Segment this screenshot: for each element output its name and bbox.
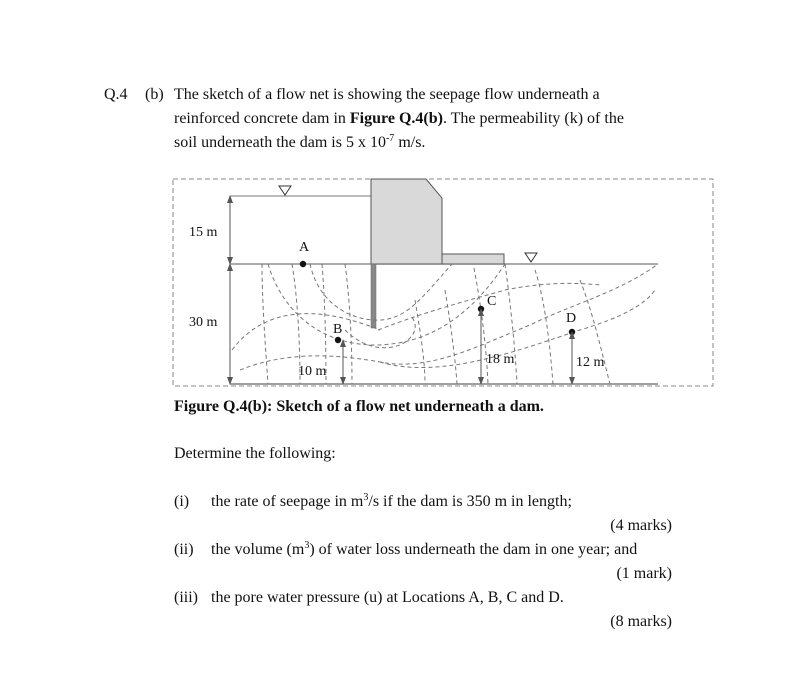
task-3-text: the pore water pressure (u) at Locations A, B, C and D. — [211, 589, 564, 606]
task-1-number: (i) — [174, 493, 190, 510]
point-a-marker — [300, 261, 306, 267]
upstream-water-symbol — [279, 186, 291, 195]
task-2-text: the volume $(m^3)$ of water loss underneath the dam in one year; and — [211, 540, 638, 558]
task-1-marks: (4 marks) — [610, 517, 672, 534]
label-30m: 30 m — [189, 315, 218, 330]
point-c-marker — [478, 306, 484, 312]
tasks-intro: Determine the following: — [174, 445, 336, 462]
figure-caption: Figure Q.4(b): Sketch of a flow net underneath a dam. — [174, 398, 544, 415]
downstream-water-symbol — [525, 253, 537, 262]
question-line-2: reinforced concrete dam in Figure Q.4(b). The permeability (k) of the — [174, 110, 624, 127]
label-12m: 12 m — [576, 355, 605, 370]
label-15m: 15 m — [189, 225, 218, 240]
point-d-marker — [569, 329, 575, 335]
task-2-marks: (1 mark) — [616, 565, 672, 582]
point-b-marker — [335, 337, 341, 343]
label-point-c: C — [487, 294, 497, 309]
dam-body — [371, 179, 442, 264]
figure-frame — [173, 179, 713, 386]
question-line-3: soil underneath the dam is 5 x $10^{-7}$ m/s. — [174, 133, 426, 151]
label-10m: 10 m — [298, 364, 327, 379]
label-point-b: B — [333, 322, 343, 337]
label-point-a: A — [299, 240, 310, 255]
task-3-marks: (8 marks) — [610, 613, 672, 630]
dam-apron — [442, 254, 504, 264]
figure-reference: Figure Q.4(b) — [349, 110, 443, 127]
question-line-1: The sketch of a flow net is showing the seepage flow underneath a — [174, 86, 600, 103]
label-point-d: D — [566, 311, 577, 326]
task-1-text: the rate of seepage in $m^3/s$ if the dam is 350 m in length; — [211, 492, 572, 510]
task-2-number: (ii) — [174, 541, 194, 558]
task-3-number: (iii) — [174, 589, 198, 606]
label-18m: 18 m — [486, 352, 515, 367]
sheet-pile — [371, 264, 376, 328]
question-number: Q.4 — [104, 86, 128, 103]
question-part: (b) — [145, 86, 164, 103]
